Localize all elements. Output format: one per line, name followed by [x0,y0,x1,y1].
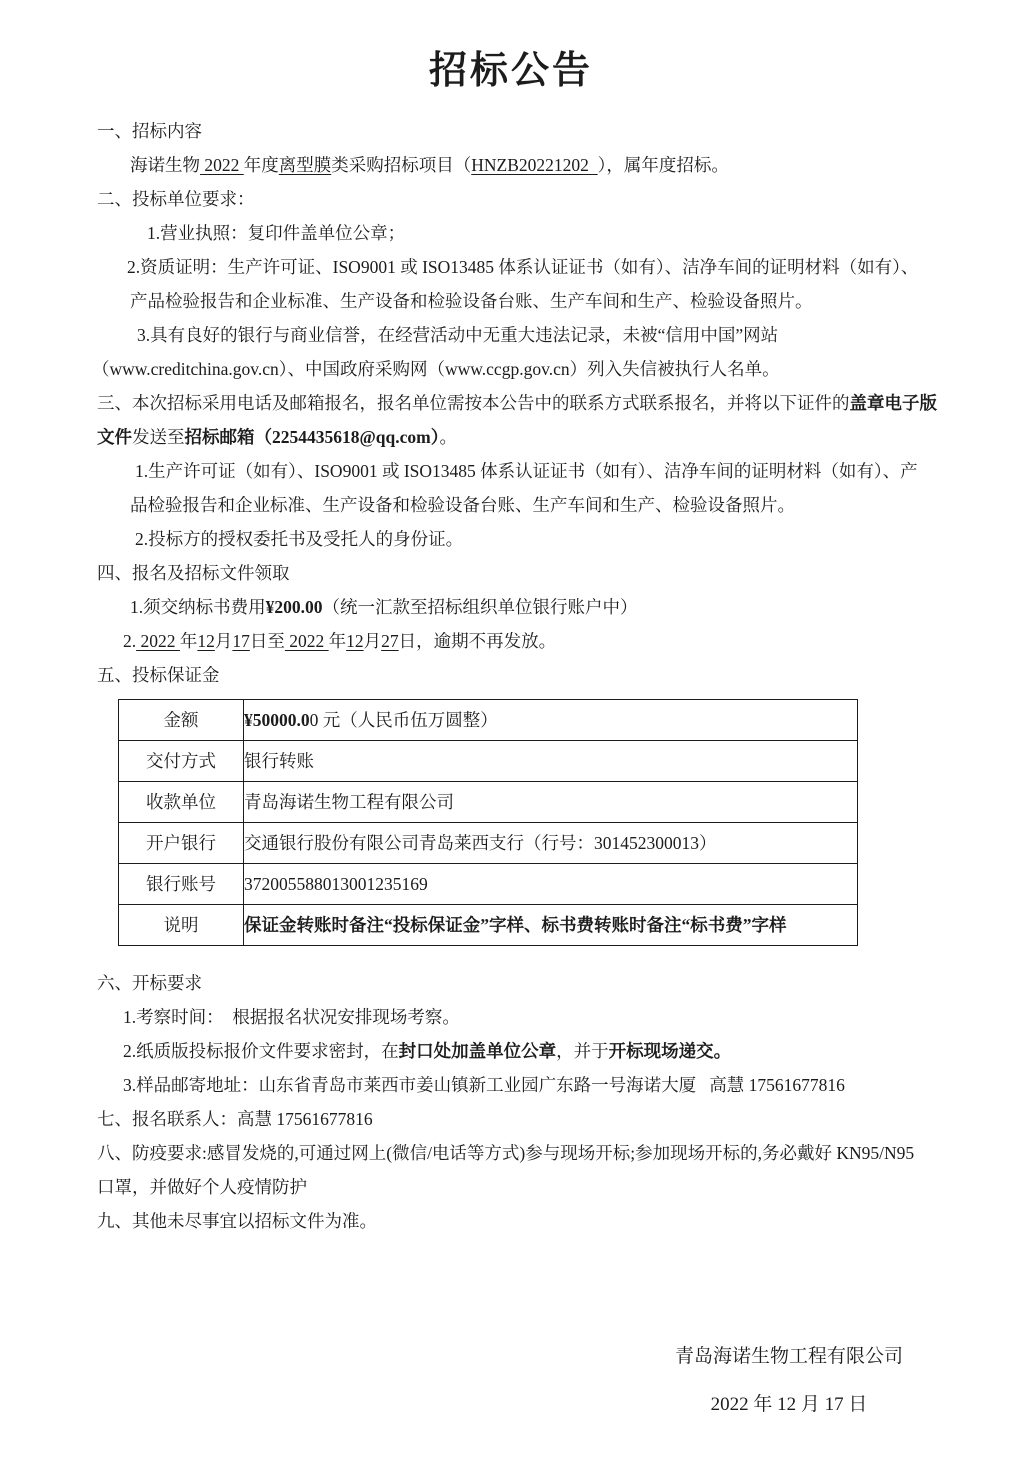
bold-fee: ¥200.00 [265,597,323,617]
text-run: （统一汇款至招标组织单位银行账户中） [322,597,638,617]
underlined-year: 2022 [200,155,244,175]
deposit-table-label: 交付方式 [119,741,244,782]
section-2-heading: 二、投标单位要求： [97,189,255,209]
deposit-table-value: 交通银行股份有限公司青岛莱西支行（行号：301452300013） [244,823,858,864]
text-run: 0 元（人民币伍万圆整） [309,710,498,730]
bold-text: 盖章电子版 [849,393,937,413]
table-row [119,823,858,864]
text-run: 海诺生物 [130,155,200,175]
section-5-heading: 五、投标保证金 [97,665,220,685]
page-title: 招标公告 [428,50,593,92]
underlined-day: 17 [232,631,250,651]
bold-email: 招标邮箱（2254435618@qq.com） [184,427,440,447]
section-4-item-2 [123,624,936,658]
text-run: 1.须交纳标书费用 [130,597,266,617]
section-2-item-3-line-2: （www.creditchina.gov.cn）、中国政府采购网（www.ccgp.gov.cn）列入失信被执行人名单。 [92,359,780,379]
bold-amount: ¥50000.0 [244,710,310,730]
deposit-table-label: 说明 [119,905,244,946]
bold-text: 封口处加盖单位公章 [398,1041,557,1061]
deposit-table-label: 金额 [119,700,244,741]
section-6-item-2 [123,1034,936,1068]
text-run: 类采购招标项目（ [331,155,472,175]
text-run: 发送至 [132,427,185,447]
underlined-month: 12 [197,631,215,651]
underlined-year: 2022 [136,631,180,651]
deposit-table-value: 372005588013001235169 [244,864,858,905]
section-4-heading: 四、报名及招标文件领取 [97,563,290,583]
text-run: 月 [214,631,233,651]
section-3-item-1-line-2: 品检验报告和企业标准、生产设备和检验设备台账、生产车间和生产、检验设备照片。 [130,495,795,515]
text-run: 三、本次招标采用电话及邮箱报名，报名单位需按本公告中的联系方式联系报名，并将以下证件的 [97,393,850,413]
table-row [119,905,858,946]
table-row [119,864,858,905]
section-4-item-1 [130,590,936,624]
footer-date: 2022 年 12 月 17 日 [710,1394,868,1415]
deposit-table-label: 收款单位 [119,782,244,823]
section-3-intro-line-1 [97,386,936,420]
table-row [119,700,858,741]
text-run: 。 [439,427,457,447]
section-2-item-2-line-1: 2.资质证明：生产许可证、ISO9001 或 ISO13485 体系认证证书（如有）、洁净车间的证明材料（如有）、 [127,257,919,277]
section-3-item-1-line-1: 1.生产许可证（如有）、ISO9001 或 ISO13485 体系认证证书（如有）、洁净车间的证明材料（如有）、产 [135,461,918,481]
section-6-heading: 六、开标要求 [97,973,202,993]
section-3-item-2: 2.投标方的授权委托书及受托人的身份证。 [135,529,464,549]
section-7-heading: 七、报名联系人：高慧 17561677816 [97,1109,373,1129]
section-6-item-3: 3.样品邮寄地址：山东省青岛市莱西市姜山镇新工业园广东路一号海诺大厦 高慧 17561677816 [123,1075,845,1095]
deposit-table-label: 开户银行 [119,823,244,864]
text-run: 日，逾期不再发放。 [398,631,557,651]
footer-company: 青岛海诺生物工程有限公司 [674,1346,903,1367]
section-9-heading: 九、其他未尽事宜以招标文件为准。 [97,1211,377,1231]
text-run: 年 [328,631,347,651]
text-run: ，并于 [556,1041,609,1061]
bold-text: 开标现场递交。 [608,1041,732,1061]
underlined-month: 12 [346,631,364,651]
section-2-item-2-line-2: 产品检验报告和企业标准、生产设备和检验设备台账、生产车间和生产、检验设备照片。 [130,291,813,311]
table-row [119,782,858,823]
section-3-intro-line-2 [97,420,936,454]
text-run: 月 [363,631,382,651]
underlined-project-code: HNZB20221202 [471,155,598,175]
deposit-table-value: 青岛海诺生物工程有限公司 [244,782,858,823]
underlined-category: 离型膜 [278,155,332,175]
deposit-table-value: 银行转账 [244,741,858,782]
text-run: 日至 [249,631,285,651]
deposit-table-value [244,700,858,741]
section-6-item-1: 1.考察时间： 根据报名状况安排现场考察。 [123,1007,460,1027]
text-run: 年 [179,631,198,651]
section-2-item-1: 1.营业执照：复印件盖单位公章； [147,223,406,243]
bold-text: 文件 [97,427,132,447]
footer-signature [669,1340,909,1422]
section-1-body [130,148,936,182]
section-1-heading: 一、招标内容 [97,121,202,141]
text-run: 2. [123,631,137,651]
underlined-day: 27 [381,631,399,651]
table-row [119,741,858,782]
text-run: 2.纸质版投标报价文件要求密封，在 [123,1041,399,1061]
document-content [0,100,1022,1422]
text-run: ），属年度招标。 [597,155,729,175]
text-run: 年度 [243,155,279,175]
deposit-table [118,699,858,946]
deposit-table-label: 银行账号 [119,864,244,905]
underlined-year: 2022 [284,631,329,651]
section-8-line-1: 八、防疫要求:感冒发烧的,可通过网上(微信/电话等方式)参与现场开标;参加现场开标的,务必戴好 KN95/N95 [97,1143,915,1163]
section-8-line-2: 口罩，并做好个人疫情防护 [97,1177,307,1197]
deposit-table-value: 保证金转账时备注“投标保证金”字样、标书费转账时备注“标书费”字样 [244,905,858,946]
section-2-item-3-line-1: 3.具有良好的银行与商业信誉，在经营活动中无重大违法记录，未被“信用中国”网站 [137,325,779,345]
